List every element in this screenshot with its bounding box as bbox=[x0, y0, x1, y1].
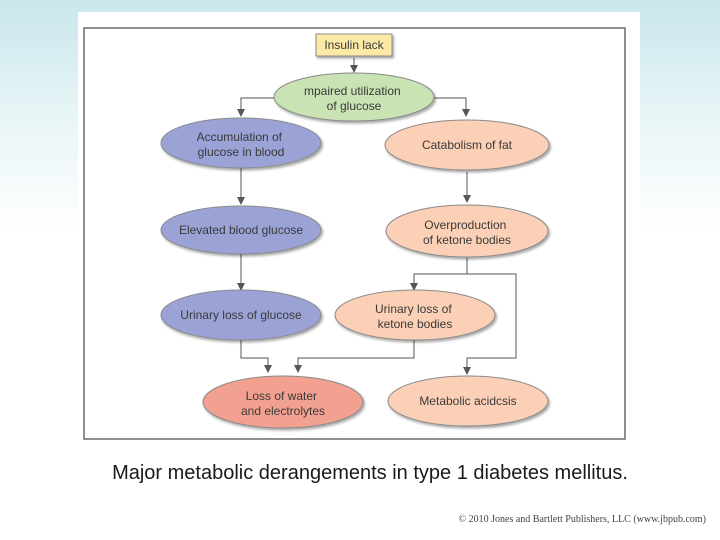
arrow-urinary-glucose-to-loss bbox=[241, 340, 268, 372]
node-elevated-glucose-label: Elevated blood glucose bbox=[178, 223, 304, 237]
node-urinary-loss-glucose-label: Urinary loss of glucose bbox=[180, 308, 302, 322]
node-elevated-glucose bbox=[161, 206, 321, 254]
node-loss-water-label: Loss of water and electrolytes bbox=[240, 389, 326, 418]
node-accumulation-glucose-label: Accumulation of glucose in blood bbox=[196, 130, 285, 159]
node-urinary-loss-ketone-label: Urinary loss of ketone bodies bbox=[374, 302, 453, 331]
node-impaired-utilization bbox=[274, 73, 434, 121]
arrow-urinary-ketone-to-loss bbox=[298, 340, 414, 372]
figure-panel bbox=[78, 12, 640, 444]
node-catabolism-fat-label: Catabolism of fat bbox=[421, 138, 513, 152]
node-insulin-lack-label: Insulin lack bbox=[324, 38, 384, 52]
node-catabolism-fat bbox=[385, 120, 549, 170]
node-loss-water bbox=[203, 376, 363, 428]
node-urinary-loss-glucose bbox=[161, 290, 321, 340]
arrow-overproduction-to-urinary-ketone bbox=[414, 258, 467, 290]
node-overproduction-ketone-label: Overproduction of ketone bodies bbox=[422, 218, 512, 247]
node-overproduction-ketone bbox=[386, 205, 548, 257]
figure-caption: Major metabolic derangements in type 1 diabetes mellitus. bbox=[112, 462, 628, 484]
copyright-notice: © 2010 Jones and Bartlett Publishers, LLC (www.jbpub.com) bbox=[458, 514, 706, 525]
node-metabolic-acidosis bbox=[388, 376, 548, 426]
arrow-impaired-to-accumulation bbox=[241, 98, 277, 116]
node-insulin-lack bbox=[316, 34, 392, 56]
node-metabolic-acidosis-label: Metabolic acidcsis bbox=[419, 394, 517, 408]
node-accumulation-glucose bbox=[161, 118, 321, 168]
node-urinary-loss-ketone bbox=[335, 290, 495, 340]
arrow-impaired-to-catabolism bbox=[430, 98, 466, 116]
node-impaired-utilization-label: mpaired utilization of glucose bbox=[303, 84, 401, 113]
flow-diagram bbox=[78, 12, 640, 444]
